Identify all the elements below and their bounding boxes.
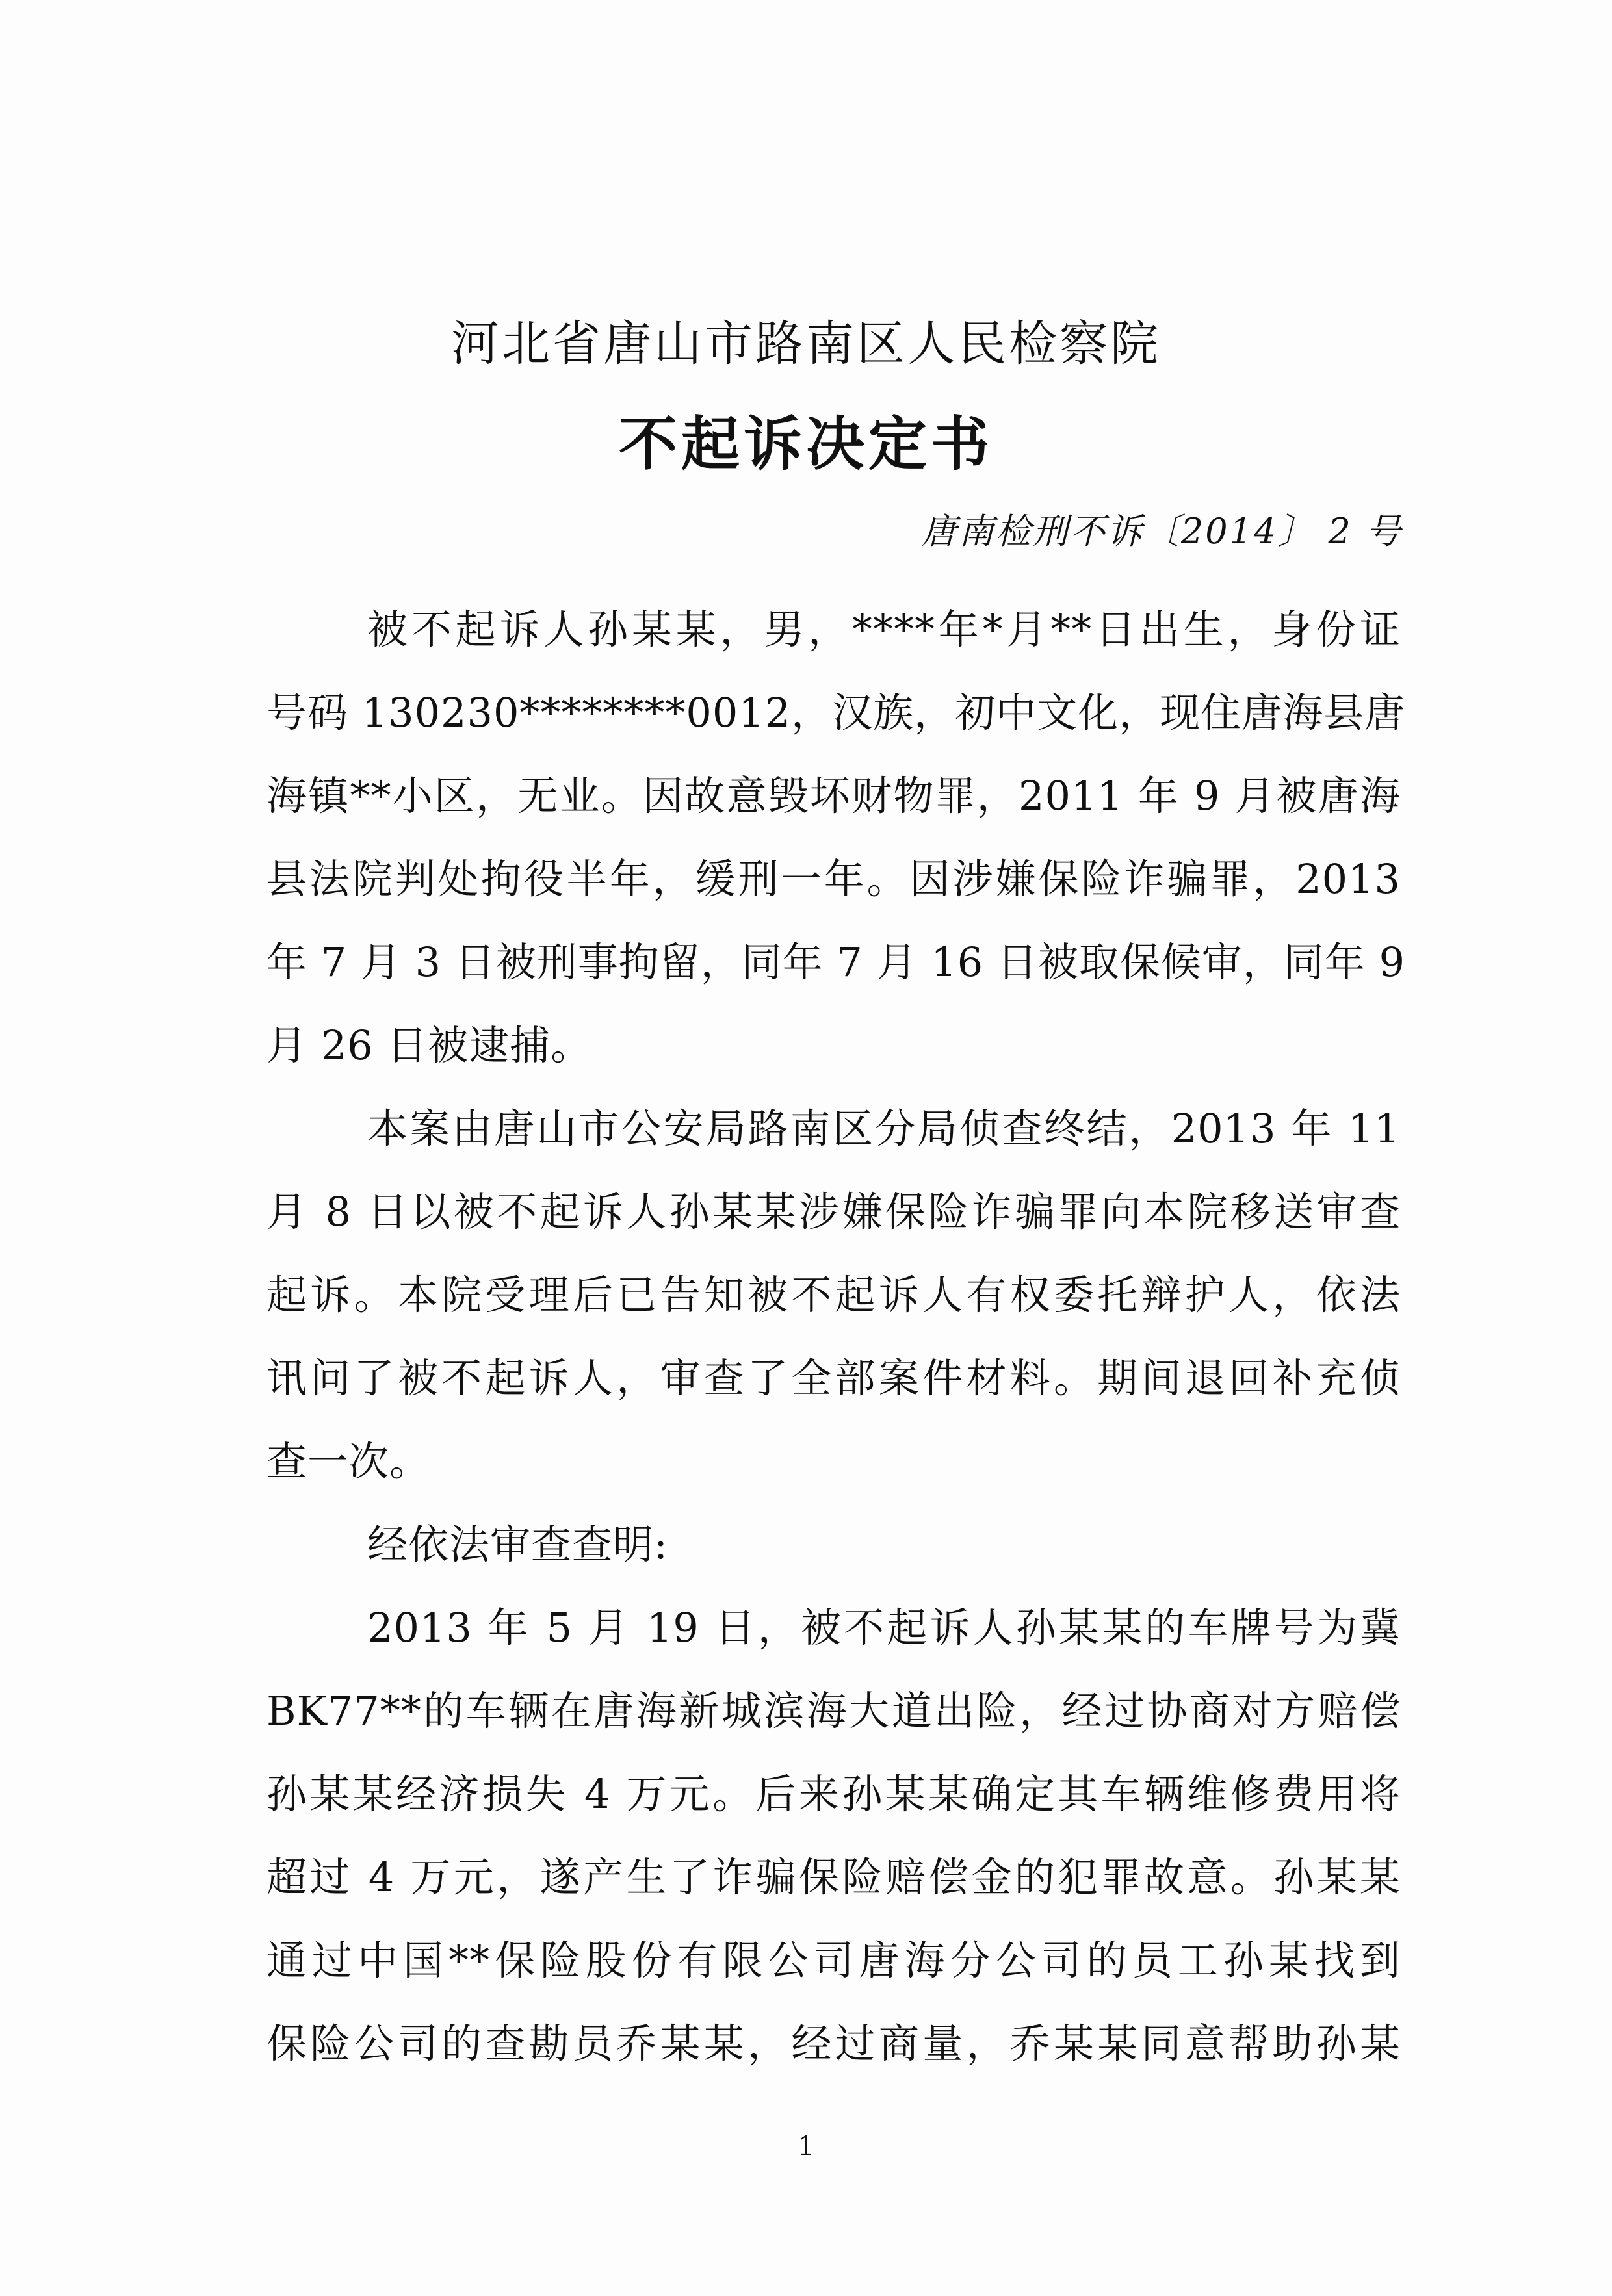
text-line: 讯问了被不起诉人，审查了全部案件材料。期间退回补充侦	[266, 1354, 1401, 1402]
text-line: 号码 130230********0012，汉族，初中文化，现住唐海县唐	[266, 689, 1406, 736]
text-line: 年 7 月 3 日被刑事拘留，同年 7 月 16 日被取保候审，同年 9	[266, 938, 1406, 986]
document-number: 唐南检刑不诉〔2014〕 2 号	[921, 511, 1403, 552]
organization-title: 河北省唐山市路南区人民检察院	[451, 316, 1161, 372]
text-line: 孙某某经济损失 4 万元。后来孙某某确定其车辆维修费用将	[266, 1770, 1401, 1818]
text-line: 查一次。	[266, 1438, 431, 1485]
document-title: 不起诉决定书	[619, 409, 993, 478]
text-line: 通过中国**保险股份有限公司唐海分公司的员工孙某找到	[266, 1937, 1401, 1984]
text-line: 本案由唐山市公安局路南区分局侦查终结，2013 年 11	[367, 1105, 1401, 1152]
text-line: 月 26 日被逮捕。	[266, 1022, 592, 1069]
page-number: 1	[798, 2132, 814, 2161]
body-text	[266, 588, 1406, 2085]
text-line: 海镇**小区，无业。因故意毁坏财物罪，2011 年 9 月被唐海	[266, 772, 1401, 819]
text-line: 月 8 日以被不起诉人孙某某涉嫌保险诈骗罪向本院移送审查	[266, 1188, 1401, 1235]
text-line: 县法院判处拘役半年，缓刑一年。因涉嫌保险诈骗罪，2013	[266, 855, 1401, 903]
text-line: 经依法审查查明:	[367, 1521, 668, 1568]
text-line: 保险公司的查勘员乔某某，经过商量，乔某某同意帮助孙某	[266, 2020, 1401, 2067]
text-line: BK77**的车辆在唐海新城滨海大道出险，经过协商对方赔偿	[266, 1687, 1401, 1735]
text-line: 被不起诉人孙某某，男，****年*月**日出生，身份证	[367, 606, 1401, 653]
text-line: 2013 年 5 月 19 日，被不起诉人孙某某的车牌号为冀	[367, 1604, 1401, 1651]
text-line: 起诉。本院受理后已告知被不起诉人有权委托辩护人，依法	[266, 1271, 1401, 1319]
text-line: 超过 4 万元，遂产生了诈骗保险赔偿金的犯罪故意。孙某某	[266, 1853, 1401, 1901]
